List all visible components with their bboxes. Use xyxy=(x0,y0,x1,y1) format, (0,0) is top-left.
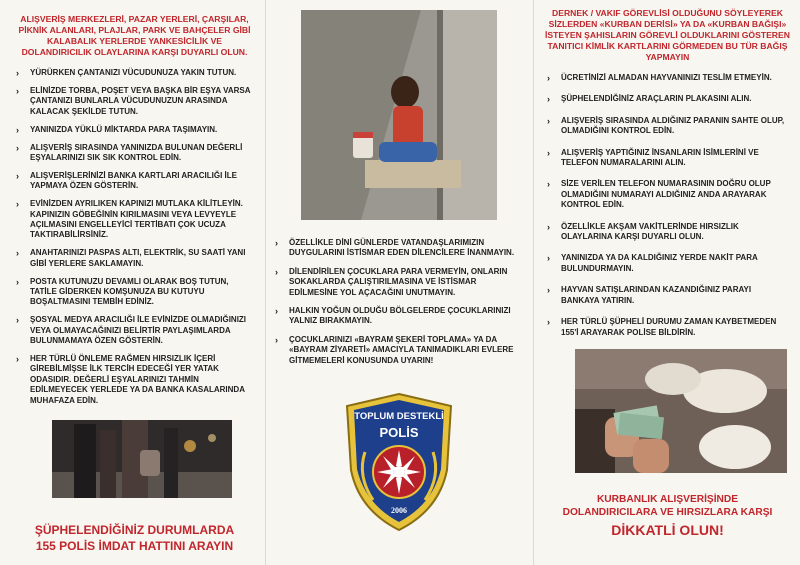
middle-tips-list xyxy=(273,238,525,366)
list-item: › ANAHTARINIZI PASPAS ALTI, ELEKTRİK, SU SAATİ YANI GİBİ YERLERE SAKLAMAYIN. xyxy=(16,248,246,268)
right-column xyxy=(533,0,800,565)
arrow-bullet-icon: › xyxy=(16,276,19,287)
arrow-bullet-icon: › xyxy=(16,248,19,259)
list-item: › YANINIZDA YA DA KALDIĞINIZ YERDE NAKİT PARA BULUNDURMAYIN. xyxy=(547,253,758,273)
badge-middle-text: POLİS xyxy=(379,425,419,441)
sheep-money-photo xyxy=(575,349,787,473)
list-item: › ALIŞVERİŞ SIRASINDA ALDIĞINIZ PARANIN SAHTE OLUP, OLMADIĞINI KONTROL EDİN. xyxy=(547,115,785,136)
list-item: › ŞOSYAL MEDYA ARACILIĞI İLE EVİNİZDE OLMADIĞINIZI VEYA OLMAYACAĞINIZI BELİRTİR PAYLAŞIMLARDA BULUNMAMAYA ÖZEN GÖSTERİN. xyxy=(16,315,247,346)
list-item: › HALKIN YOĞUN OLDUĞU BÖLGELERDE ÇOCUKLARINIZI YALNIZ BIRAKMAYIN. xyxy=(275,306,511,326)
street-crowd-photo xyxy=(52,420,232,498)
list-item: › POSTA KUTUNUZU DEVAMLI OLARAK BOŞ TUTUN, TATİLE GİDERKEN KOMŞUNUZA BU KUTUYU BOŞALTMASINI TEMBİH EDİNİZ. xyxy=(16,276,229,307)
arrow-bullet-icon: › xyxy=(16,85,19,96)
arrow-bullet-icon: › xyxy=(16,199,19,210)
list-item: › ÜCRETİNİZİ ALMADAN HAYVANINIZI TESLİM ETMEYİN. xyxy=(547,73,772,83)
list-item: › ÇOCUKLARINIZI «BAYRAM ŞEKERİ TOPLAMA» YA DA «BAYRAM ZİYARETİ» AMACIYLA TANIMADIKLARI EVLERE GİTMEMELERİ KONUSUNDA UYARIN! xyxy=(275,334,514,365)
list-item: › HER TÜRLÜ ÖNLEME RAĞMEN HIRSIZLIK İÇERİ GİREBİLMİŞSE İLK TERCİH EDECEĞİ YER YATAK ODASIDIR. DEĞERLİ EŞYALARINIZI TAHMİN EDİLMEYECEK YERLEDE YA DA BANKA KASALARINDA MUHAFAZA EDİN. xyxy=(16,354,245,405)
list-item: › ÖZELLİKLE AKŞAM VAKİTLERİNDE HIRSIZLIK OLAYLARINA KARŞI DUYARLI OLUN. xyxy=(547,221,739,242)
arrow-bullet-icon: › xyxy=(275,238,278,248)
arrow-bullet-icon: › xyxy=(547,94,550,105)
arrow-bullet-icon: › xyxy=(275,266,278,277)
right-heading: DERNEK / VAKIF GÖREVLİSİ OLDUĞUNU SÖYLEYEREK SİZLERDEN «KURBAN DERİSİ» YA DA «KURBAN BAĞIŞI» İSTEYEN ŞAHISLARIN GÖREVLİ OLDUKLARINI GÖSTEREN TANITICI KİMLİK KARTLARINI GÖRMEDEN BU TÜR BAĞIŞ YAPMAYIN xyxy=(545,8,790,62)
arrow-bullet-icon: › xyxy=(275,306,278,317)
arrow-bullet-icon: › xyxy=(547,115,550,126)
list-item: › ALIŞVERİŞLERİNİZİ BANKA KARTLARI ARACILIĞI İLE YAPMAYA ÖZEN GÖSTERİN. xyxy=(16,170,237,191)
star-burst-icon xyxy=(377,450,421,494)
arrow-bullet-icon: › xyxy=(547,285,550,296)
list-item: › ALIŞVERİŞ SIRASINDA YANINIZDA BULUNAN DEĞERLİ EŞYALARINIZI SIK SIK KONTROL EDİN. xyxy=(16,142,243,162)
arrow-bullet-icon: › xyxy=(16,170,19,181)
community-police-badge xyxy=(343,392,455,532)
begging-child-photo xyxy=(301,10,497,220)
arrow-bullet-icon: › xyxy=(547,221,550,232)
list-item: › EVİNİZDEN AYRILIKEN KAPINIZI MUTLAKA KİLİTLEYİN. KAPINIZIN GÖBEĞİNİN KIRILMASINI VEYA LEVYEYLE AÇILMASINI ENGELLEYİCİ TERTİBATI ÇOK UCUZA TAKTIRABİLİRSİNİZ. xyxy=(16,199,243,240)
badge-top-text: TOPLUM DESTEKLİ xyxy=(354,411,444,423)
arrow-bullet-icon: › xyxy=(16,354,19,365)
list-item: › YANINIZDA YÜKLÜ MİKTARDA PARA TAŞIMAYIN. xyxy=(16,124,218,135)
list-item: › ALIŞVERİŞ YAPTIĞINIZ İNSANLARIN İSİMLERİNİ VE TELEFON NUMARALARINI ALIN. xyxy=(547,147,759,168)
arrow-bullet-icon: › xyxy=(547,179,550,190)
list-item: › ELİNİZDE TORBA, POŞET VEYA BAŞKA BİR EŞYA VARSA ÇANTANIZI BUNLARLA VÜCUDUNUZUN ARASINDA KALACAK ŞEKİLDE TUTUN. xyxy=(16,85,251,116)
badge-year-text: 2006 xyxy=(391,506,407,516)
left-tips-list xyxy=(14,68,255,406)
police-shield-icon xyxy=(343,392,455,532)
arrow-bullet-icon: › xyxy=(16,124,19,135)
right-tips-list xyxy=(545,73,790,338)
list-item: › YÜRÜRKEN ÇANTANIZI VÜCUDUNUZA YAKIN TUTUN. xyxy=(16,68,237,78)
arrow-bullet-icon: › xyxy=(547,73,550,83)
arrow-bullet-icon: › xyxy=(275,334,278,345)
left-footer-callout: ŞÜPHELENDİĞİNİZ DURUMLARDA 155 POLİS İMDAT HATTINI ARAYIN xyxy=(34,523,235,554)
begging-child-illustration xyxy=(301,10,497,220)
middle-column xyxy=(265,0,533,565)
arrow-bullet-icon: › xyxy=(547,253,550,264)
right-footer-callout: KURBANLIK ALIŞVERİŞİNDE DOLANDIRICILARA VE HIRSIZLARA KARŞI DİKKATLİ OLUN! xyxy=(562,493,773,538)
list-item: › HAYVAN SATIŞLARINDAN KAZANDIĞINIZ PARAYI BANKAYA YATIRIN. xyxy=(547,285,752,305)
list-item: › ŞÜPHELENDİĞİNİZ ARAÇLARIN PLAKASINI ALIN. xyxy=(547,94,752,105)
arrow-bullet-icon: › xyxy=(16,142,19,153)
left-column xyxy=(0,0,265,565)
list-item: › HER TÜRLÜ ŞÜPHELİ DURUMU ZAMAN KAYBETMEDEN 155'İ ARAYARAK POLİSE BİLDİRİN. xyxy=(547,317,777,337)
arrow-bullet-icon: › xyxy=(16,315,19,326)
arrow-bullet-icon: › xyxy=(16,68,19,78)
sheep-money-illustration xyxy=(575,349,787,473)
left-heading: ALIŞVERİŞ MERKEZLERİ, PAZAR YERLERİ, ÇARŞILAR, PİKNİK ALANLARI, PLAJLAR, PARK VE BAHÇELER GİBİ KALABALIK YERLERDE YANKESİCİLİK VE DOLANDIRICILIK OLAYLARINA KARŞI DUYARLI OLUN. xyxy=(18,14,251,57)
arrow-bullet-icon: › xyxy=(547,147,550,158)
arrow-bullet-icon: › xyxy=(547,317,550,328)
street-crowd-illustration xyxy=(52,420,232,498)
list-item: › SİZE VERİLEN TELEFON NUMARASININ DOĞRU OLUP OLMADIĞINI NUMARAYI ALDIĞINIZ ANDA ARAYARAK KONTROL EDİN. xyxy=(547,179,771,210)
list-item: › DİLENDİRİLEN ÇOCUKLARA PARA VERMEYİN, ONLARIN SOKAKLARDA ÇALIŞTIRILMASINA VE İSTİSMAR EDİLMESİNE YOL AÇACAĞINI UNUTMAYIN. xyxy=(275,266,508,297)
list-item: › ÖZELLİKLE DİNİ GÜNLERDE VATANDAŞLARIMIZIN DUYGULARINI İSTİSMAR EDEN DİLENCİLERE İNANMAYIN. xyxy=(275,238,515,258)
